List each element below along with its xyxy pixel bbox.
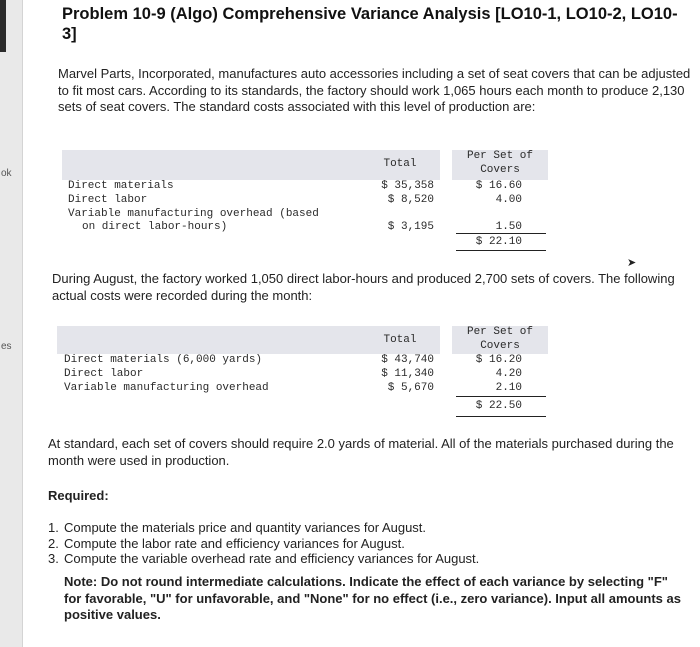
row-perset-direct-labor: 4.00 (495, 194, 522, 206)
row-perset-variable-overhead: 2.10 (495, 382, 522, 394)
row-perset-variable-overhead: 1.50 (495, 221, 522, 233)
row-total-direct-materials: $ 43,740 (381, 354, 434, 366)
col-header-total: Total (383, 334, 417, 346)
list-item-text: Compute the labor rate and efficiency variances for August. (64, 535, 405, 551)
intro-paragraph: Marvel Parts, Incorporated, manufactures auto accessories including a set of seat covers that can be adjusted to fit most cars. According to its standards, the factory should work 1,065 hours each month to produce 2,130 sets of seat covers. The standard costs associated with this level of production are: (58, 66, 691, 114)
list-item (48, 536, 688, 552)
row-perset-direct-materials: $ 16.20 (475, 354, 522, 366)
per-set-total: $ 22.50 (475, 400, 522, 412)
cursor-icon: ➤ (627, 257, 637, 269)
row-perset-direct-materials: $ 16.60 (475, 180, 522, 192)
row-total-direct-labor: $ 8,520 (387, 194, 434, 206)
required-label: Required: (48, 488, 109, 503)
row-label-direct-labor: Direct labor (64, 368, 144, 380)
subtotal-underline (456, 233, 546, 234)
list-item (48, 551, 688, 567)
per-set-total: $ 22.10 (475, 236, 522, 248)
list-item (48, 520, 688, 536)
subtotal-underline (456, 396, 546, 397)
standard-note-paragraph: At standard, each set of covers should require 2.0 yards of material. All of the materials purchased during the month were used in production. (48, 436, 674, 468)
august-paragraph: During August, the factory worked 1,050 direct labor-hours and produced 2,700 sets of covers. The following actual costs were recorded during the month: (52, 271, 675, 303)
row-total-variable-overhead: $ 5,670 (387, 382, 434, 394)
sidebar-fragment-1: ok (1, 168, 12, 179)
row-label-variable-overhead: Variable manufacturing overhead (64, 382, 269, 394)
problem-title: Problem 10-9 (Algo) Comprehensive Variance Analysis [LO10-1, LO10-2, LO10-3] (62, 5, 678, 43)
row-total-direct-labor: $ 11,340 (381, 368, 434, 380)
instructions-note: Note: Do not round intermediate calculations. Indicate the effect of each variance by selecting "F" for favorable, "U" for unfavorable, and "None" for no effect (i.e., zero variance). Input all amounts as positive values. (64, 574, 681, 622)
list-item-number: 1. (48, 520, 59, 535)
row-label-variable-overhead-cont: on direct labor-hours) (82, 221, 228, 233)
col-header-per-set: Per Set of (466, 326, 533, 338)
row-label-variable-overhead: Variable manufacturing overhead (based (68, 208, 319, 220)
sidebar-fragment-2: es (1, 341, 12, 352)
row-total-direct-materials: $ 35,358 (381, 180, 434, 192)
col-header-per-set-2: Covers (480, 164, 520, 176)
list-item-number: 2. (48, 535, 59, 551)
list-item-text: Compute the materials price and quantity variances for August. (64, 520, 427, 535)
row-total-variable-overhead: $ 3,195 (387, 221, 434, 233)
list-item-number: 3. (48, 551, 59, 566)
sidebar-tab-marker (0, 0, 6, 52)
row-perset-direct-labor: 4.20 (495, 368, 522, 380)
row-label-direct-labor: Direct labor (68, 194, 148, 206)
left-sidebar-strip (0, 0, 23, 647)
required-list (48, 520, 688, 567)
row-label-direct-materials: Direct materials (6,000 yards) (64, 354, 263, 366)
col-header-total: Total (383, 158, 417, 170)
col-header-per-set-2: Covers (480, 340, 520, 352)
col-header-per-set: Per Set of (466, 150, 533, 162)
total-underline (456, 416, 546, 417)
total-underline (456, 250, 546, 251)
row-label-direct-materials: Direct materials (68, 180, 174, 192)
list-item-text: Compute the variable overhead rate and efficiency variances for August. (64, 551, 480, 566)
